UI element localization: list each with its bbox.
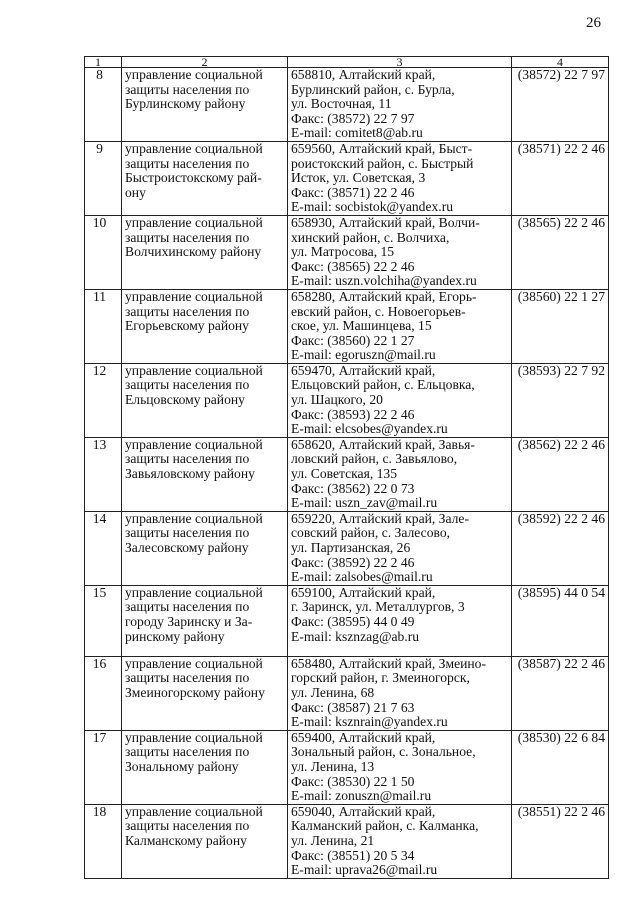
row-number: 12	[85, 363, 122, 437]
address-line: E-mail: zonuszn@mail.ru	[291, 788, 432, 804]
table-row	[85, 437, 609, 511]
address-line: Факс: (38595) 44 0 49	[291, 613, 415, 629]
agency-name-line: защиты населения по	[125, 81, 250, 97]
address-line: 659100, Алтайский край,	[291, 585, 436, 600]
address-line: E-mail: uszn.volchiha@yandex.ru	[291, 273, 477, 289]
address-line: Факс: (38562) 22 0 73	[291, 480, 415, 496]
address-line: 658810, Алтайский край,	[291, 67, 436, 82]
address-line: E-mail: socbistok@yandex.ru	[291, 199, 454, 215]
agency-name-cell	[122, 141, 288, 215]
agency-name-line: управление социальной	[125, 730, 263, 745]
address-line: Факс: (38571) 22 2 46	[291, 184, 415, 200]
table-row	[85, 804, 609, 878]
address-line: 658280, Алтайский край, Егорь-	[291, 289, 477, 304]
address-line: Факс: (38560) 22 1 27	[291, 332, 415, 348]
address-line: E-mail: ksznzag@ab.ru	[291, 628, 420, 644]
agency-name-line: защиты населения по	[125, 818, 250, 834]
phone-cell: (38562) 22 2 46	[512, 437, 609, 511]
agency-name-cell	[122, 437, 288, 511]
address-line: роистокский район, с. Быстрый	[291, 155, 474, 171]
address-cell	[288, 141, 512, 215]
phone-cell: (38571) 22 2 46	[512, 141, 609, 215]
address-line: 658620, Алтайский край, Завья-	[291, 437, 475, 452]
agency-name-line: управление социальной	[125, 511, 263, 526]
row-number: 18	[85, 804, 122, 878]
address-line: ул. Матросова, 15	[291, 244, 395, 260]
agency-name-line: защиты населения по	[125, 229, 250, 245]
phone-cell: (38572) 22 7 97	[512, 68, 609, 142]
agency-name-line: Волчихинскому району	[125, 244, 262, 260]
row-number: 16	[85, 656, 122, 730]
row-number: 13	[85, 437, 122, 511]
phone-cell: (38530) 22 6 84	[512, 730, 609, 804]
address-line: ул. Партизанская, 26	[291, 540, 411, 555]
agency-name-line: защиты населения по	[125, 744, 250, 760]
address-line: 659560, Алтайский край, Быст-	[291, 141, 473, 156]
agency-name-line: управление социальной	[125, 67, 263, 82]
table-row	[85, 141, 609, 215]
address-line: совский район, с. Залесово,	[291, 525, 451, 541]
agency-name-cell	[122, 656, 288, 730]
agency-name-line: защиты населения по	[125, 155, 250, 171]
column-header-phone: 4	[512, 57, 609, 68]
address-line: 659400, Алтайский край,	[291, 730, 436, 745]
address-line: Факс: (38565) 22 2 46	[291, 258, 415, 274]
table-row	[85, 730, 609, 804]
phone-cell: (38560) 22 1 27	[512, 289, 609, 363]
table-header-row	[85, 57, 609, 68]
address-line: ул. Ленина, 13	[291, 758, 375, 774]
address-cell	[288, 511, 512, 585]
address-cell	[288, 363, 512, 437]
phone-cell: (38565) 22 2 46	[512, 215, 609, 289]
agency-name-line: управление социальной	[125, 215, 263, 230]
agency-name-line: Бурлинскому району	[125, 96, 246, 112]
agency-name-line: Змеиногорскому району	[125, 684, 265, 700]
address-cell	[288, 730, 512, 804]
agency-name-line: управление социальной	[125, 141, 263, 156]
address-line: ул. Шацкого, 20	[291, 392, 383, 408]
address-line: 658480, Алтайский край, Змеино-	[291, 656, 487, 671]
agency-name-line: Ельцовскому району	[125, 392, 245, 408]
directory-table	[84, 56, 609, 879]
agency-name-line: защиты населения по	[125, 670, 250, 686]
agency-name-line: защиты населения по	[125, 525, 250, 541]
table-row	[85, 289, 609, 363]
phone-cell: (38551) 22 2 46	[512, 804, 609, 878]
address-line: E-mail: ksznrain@yandex.ru	[291, 714, 448, 730]
address-line: Факс: (38593) 22 2 46	[291, 406, 415, 422]
address-line: Зональный район, с. Зональное,	[291, 744, 476, 760]
agency-name-line: Зональному району	[125, 758, 239, 774]
address-line: 659220, Алтайский край, Зале-	[291, 511, 469, 526]
address-line: Факс: (38530) 22 1 50	[291, 773, 415, 789]
phone-cell: (38593) 22 7 92	[512, 363, 609, 437]
row-number: 10	[85, 215, 122, 289]
address-line: 659040, Алтайский край,	[291, 804, 436, 819]
column-header-name: 2	[122, 57, 288, 68]
agency-name-cell	[122, 730, 288, 804]
phone-cell: (38587) 22 2 46	[512, 656, 609, 730]
agency-name-line: защиты населения по	[125, 303, 250, 319]
address-line: ул. Советская, 135	[291, 466, 398, 482]
address-line: ловский район, с. Завьялово,	[291, 451, 458, 467]
agency-name-line: защиты населения по	[125, 377, 250, 393]
address-line: ул. Восточная, 11	[291, 96, 392, 112]
address-line: E-mail: egoruszn@mail.ru	[291, 347, 436, 363]
address-line: ул. Ленина, 68	[291, 684, 375, 700]
agency-name-line: Залесовскому району	[125, 540, 249, 555]
agency-name-cell	[122, 585, 288, 656]
address-cell	[288, 215, 512, 289]
address-line: Факс: (38587) 21 7 63	[291, 699, 415, 715]
address-cell	[288, 289, 512, 363]
phone-cell: (38592) 22 2 46	[512, 511, 609, 585]
address-cell	[288, 68, 512, 142]
column-header-address: 3	[288, 57, 512, 68]
agency-name-cell	[122, 511, 288, 585]
address-line: 658930, Алтайский край, Волчи-	[291, 215, 480, 230]
agency-name-cell	[122, 215, 288, 289]
table-row	[85, 585, 609, 656]
address-line: ул. Ленина, 21	[291, 832, 375, 848]
address-line: Бурлинский район, с. Бурла,	[291, 81, 455, 97]
agency-name-line: Быстроистокскому рай-	[125, 170, 262, 186]
agency-name-line: управление социальной	[125, 804, 263, 819]
phone-cell: (38595) 44 0 54	[512, 585, 609, 656]
table-row	[85, 68, 609, 142]
agency-name-line: Калманскому району	[125, 832, 247, 848]
address-line: E-mail: elcsobes@yandex.ru	[291, 421, 448, 437]
agency-name-cell	[122, 289, 288, 363]
agency-name-line: защиты населения по	[125, 599, 250, 615]
row-number: 11	[85, 289, 122, 363]
agency-name-line: управление социальной	[125, 363, 263, 378]
agency-name-line: управление социальной	[125, 585, 263, 600]
address-line: Ельцовский район, с. Ельцовка,	[291, 377, 475, 393]
address-cell	[288, 804, 512, 878]
row-number: 14	[85, 511, 122, 585]
agency-name-line: Егорьевскому району	[125, 318, 249, 334]
agency-name-cell	[122, 68, 288, 142]
address-line: горский район, г. Змеиногорск,	[291, 670, 470, 686]
row-number: 9	[85, 141, 122, 215]
table-row	[85, 511, 609, 585]
address-line: евский район, с. Новоегорьев-	[291, 303, 466, 319]
agency-name-cell	[122, 363, 288, 437]
agency-name-line: управление социальной	[125, 656, 263, 671]
agency-name-line: ону	[125, 184, 146, 200]
address-line: E-mail: uszn_zav@mail.ru	[291, 495, 438, 511]
address-line: 659470, Алтайский край,	[291, 363, 436, 378]
address-line: E-mail: uprava26@mail.ru	[291, 862, 438, 878]
agency-name-line: защиты населения по	[125, 451, 250, 467]
row-number: 8	[85, 68, 122, 142]
row-number: 15	[85, 585, 122, 656]
table-row	[85, 656, 609, 730]
column-header-number: 1	[85, 57, 122, 68]
agency-name-line: управление социальной	[125, 289, 263, 304]
address-line: E-mail: zalsobes@mail.ru	[291, 569, 433, 585]
address-cell	[288, 437, 512, 511]
agency-name-line: управление социальной	[125, 437, 263, 452]
address-line: ское, ул. Машинцева, 15	[291, 318, 432, 334]
address-line: E-mail: comitet8@ab.ru	[291, 125, 423, 141]
agency-name-line: Завьяловскому району	[125, 466, 255, 482]
table-row	[85, 363, 609, 437]
address-line: Факс: (38551) 20 5 34	[291, 847, 415, 863]
agency-name-line: ринскому району	[125, 628, 225, 644]
address-line: Факс: (38592) 22 2 46	[291, 554, 415, 570]
agency-name-cell	[122, 804, 288, 878]
address-line: Исток, ул. Советская, 3	[291, 170, 426, 186]
address-cell	[288, 656, 512, 730]
address-line: Калманский район, с. Калманка,	[291, 818, 479, 834]
address-line: г. Заринск, ул. Металлургов, 3	[291, 599, 465, 615]
address-cell	[288, 585, 512, 656]
page-number: 26	[586, 15, 601, 31]
address-line: хинский район, с. Волчиха,	[291, 229, 450, 245]
agency-name-line: городу Заринску и За-	[125, 613, 253, 629]
table-row	[85, 215, 609, 289]
row-number: 17	[85, 730, 122, 804]
address-line: Факс: (38572) 22 7 97	[291, 110, 415, 126]
